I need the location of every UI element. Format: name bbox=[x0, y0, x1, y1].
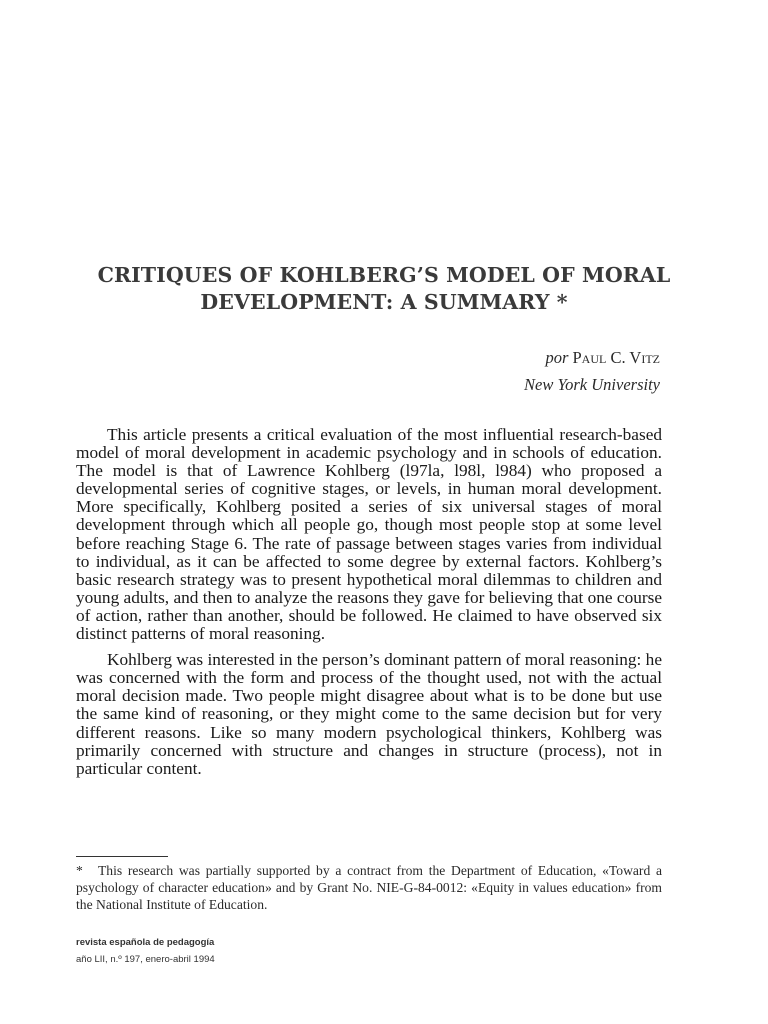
footnote-divider bbox=[76, 856, 168, 857]
author-name: Paul C. Vitz bbox=[572, 348, 660, 367]
journal-issue: año LII, n.º 197, enero-abril 1994 bbox=[76, 954, 215, 965]
body-paragraph-2: Kohlberg was interested in the person’s dominant pattern of moral reasoning: he was concerned with the form and process of the thought used, not with the actual moral decision made. Two people might disagree about what is to be done but use the same kind of reasoning, or they might come to the same decision but for very different reasons. Like so many modern psychological thinkers, Kohlberg was primarily concerned with structure and changes in structure (process), not in particular content. bbox=[76, 650, 662, 778]
author-line bbox=[524, 344, 660, 371]
article-body bbox=[76, 426, 662, 786]
article-title-line-1: CRITIQUES OF KOHLBERG’S MODEL OF MORAL bbox=[97, 263, 671, 287]
byline-prefix: por bbox=[545, 348, 569, 367]
byline bbox=[524, 344, 660, 398]
article-title bbox=[60, 262, 708, 316]
footnote bbox=[76, 862, 662, 913]
footnote-mark: * bbox=[76, 863, 83, 878]
body-paragraph-1: This article presents a critical evaluation of the most influential research-based model of moral development in academic psychology and in schools of education. The model is that of Lawrence Kohlberg (l97la, l98l, l984) who proposed a developmental series of cognitive stages, or levels, in human moral development. More specifically, Kohlberg posited a series of six universal stages of moral development through which all people go, though most people stop at some level before reaching Stage 6. The rate of passage between stages varies from individual to individual, as it can be affected to some degree by external factors. Kohlberg’s basic research strategy was to present hypothetical moral dilemmas to children and young adults, and then to analyze the reasons they gave for believing that one course of action, rather than another, should be followed. He claimed to have observed six distinct patterns of moral reasoning. bbox=[76, 425, 662, 644]
journal-footer bbox=[76, 936, 215, 966]
journal-name: revista española de pedagogía bbox=[76, 937, 215, 948]
author-affiliation: New York University bbox=[524, 375, 660, 394]
footnote-text: This research was partially supported by a contract from the Department of Education, «Toward a psychology of character education» and by Grant No. NIE-G-84-0012: «Equity in values education» from the National Institute of Education. bbox=[76, 863, 662, 912]
article-title-line-2: DEVELOPMENT: A SUMMARY * bbox=[200, 290, 568, 314]
